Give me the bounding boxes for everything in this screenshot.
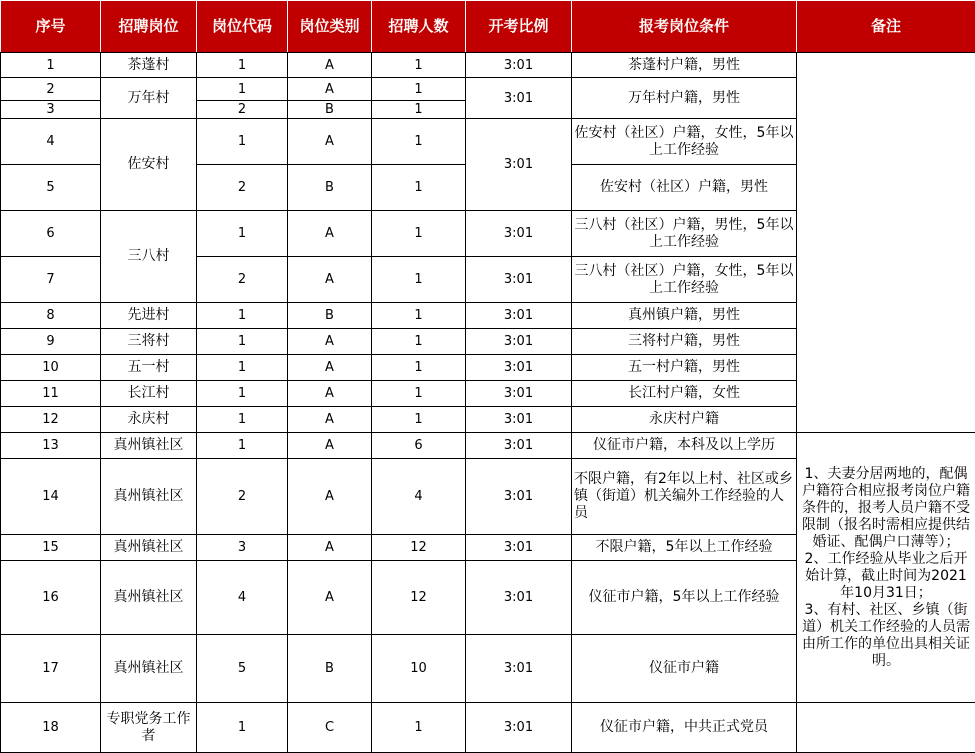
exam-ratio: 3:01 (466, 381, 572, 407)
hire-count: 1 (372, 257, 466, 303)
note-blank (797, 53, 975, 433)
exam-ratio: 3:01 (466, 535, 572, 561)
table-row (1, 433, 975, 459)
post-name: 长江村 (101, 381, 197, 407)
post-code: 1 (197, 355, 288, 381)
header-cell: 招聘岗位 (101, 1, 197, 53)
table-row (1, 53, 975, 78)
post-category: A (288, 53, 372, 78)
header-cell: 报考岗位条件 (572, 1, 797, 53)
row-number: 12 (1, 407, 101, 433)
post-category: A (288, 561, 372, 635)
row-number: 16 (1, 561, 101, 635)
exam-ratio: 3:01 (466, 407, 572, 433)
exam-ratio: 3:01 (466, 459, 572, 535)
row-number: 5 (1, 165, 101, 211)
row-number: 2 (1, 78, 101, 101)
row-number: 13 (1, 433, 101, 459)
post-condition: 不限户籍，5年以上工作经验 (572, 535, 797, 561)
post-condition: 仪征市户籍 (572, 635, 797, 703)
hire-count: 1 (372, 119, 466, 165)
post-name: 先进村 (101, 303, 197, 329)
post-code: 1 (197, 211, 288, 257)
table-row (1, 703, 975, 753)
post-condition: 长江村户籍，女性 (572, 381, 797, 407)
post-category: A (288, 433, 372, 459)
post-category: A (288, 329, 372, 355)
hire-count: 1 (372, 165, 466, 211)
post-code: 1 (197, 329, 288, 355)
row-number: 14 (1, 459, 101, 535)
post-name: 真州镇社区 (101, 635, 197, 703)
post-category: B (288, 101, 372, 119)
post-category: B (288, 635, 372, 703)
row-number: 10 (1, 355, 101, 381)
row-number: 7 (1, 257, 101, 303)
post-category: A (288, 78, 372, 101)
exam-ratio: 3:01 (466, 355, 572, 381)
hire-count: 1 (372, 78, 466, 101)
post-condition: 仪征市户籍，5年以上工作经验 (572, 561, 797, 635)
post-condition: 三八村（社区）户籍，男性，5年以上工作经验 (572, 211, 797, 257)
post-condition: 真州镇户籍，男性 (572, 303, 797, 329)
post-name: 专职党务工作者 (101, 703, 197, 753)
post-code: 1 (197, 53, 288, 78)
post-condition: 仪征市户籍，中共正式党员 (572, 703, 797, 753)
post-condition: 仪征市户籍，本科及以上学历 (572, 433, 797, 459)
post-condition: 不限户籍，有2年以上村、社区或乡镇（街道）机关编外工作经验的人员 (572, 459, 797, 535)
post-condition: 茶蓬村户籍，男性 (572, 53, 797, 78)
post-code: 1 (197, 703, 288, 753)
row-number: 11 (1, 381, 101, 407)
post-condition: 五一村户籍，男性 (572, 355, 797, 381)
post-name: 三将村 (101, 329, 197, 355)
post-category: A (288, 211, 372, 257)
post-code: 2 (197, 257, 288, 303)
hire-count: 4 (372, 459, 466, 535)
remarks-note: 1、夫妻分居两地的，配偶户籍符合相应报考岗位户籍条件的，报考人员户籍不受限制（报名时需相应提供结婚证、配偶户口薄等）； 2、工作经验从毕业之后开始计算，截止时间为2021年10月31日； 3、有村、社区、乡镇（街道）机关工作经验的人员需由所工作的单位出具相关证明。 (797, 433, 975, 703)
post-name: 五一村 (101, 355, 197, 381)
post-name: 真州镇社区 (101, 433, 197, 459)
post-category: A (288, 257, 372, 303)
row-number: 8 (1, 303, 101, 329)
post-category: A (288, 407, 372, 433)
post-code: 1 (197, 119, 288, 165)
exam-ratio: 3:01 (466, 53, 572, 78)
hire-count: 6 (372, 433, 466, 459)
hire-count: 1 (372, 355, 466, 381)
exam-ratio: 3:01 (466, 561, 572, 635)
header-cell: 备注 (797, 1, 975, 53)
hire-count: 1 (372, 381, 466, 407)
post-name: 永庆村 (101, 407, 197, 433)
hire-count: 12 (372, 561, 466, 635)
post-condition: 佐安村（社区）户籍，女性，5年以上工作经验 (572, 119, 797, 165)
post-category: A (288, 355, 372, 381)
post-code: 2 (197, 165, 288, 211)
post-code: 1 (197, 78, 288, 101)
post-condition: 万年村户籍，男性 (572, 78, 797, 119)
post-code: 1 (197, 381, 288, 407)
row-number: 9 (1, 329, 101, 355)
exam-ratio: 3:01 (466, 703, 572, 753)
header-cell: 岗位类别 (288, 1, 372, 53)
post-code: 1 (197, 433, 288, 459)
post-code: 5 (197, 635, 288, 703)
row-number: 4 (1, 119, 101, 165)
exam-ratio: 3:01 (466, 78, 572, 119)
post-category: A (288, 459, 372, 535)
post-code: 1 (197, 407, 288, 433)
row-number: 3 (1, 101, 101, 119)
hire-count: 1 (372, 211, 466, 257)
row-number: 15 (1, 535, 101, 561)
post-category: A (288, 381, 372, 407)
row-number: 1 (1, 53, 101, 78)
hire-count: 1 (372, 303, 466, 329)
row-number: 18 (1, 703, 101, 753)
hire-count: 12 (372, 535, 466, 561)
header-cell: 招聘人数 (372, 1, 466, 53)
header-cell: 开考比例 (466, 1, 572, 53)
row-number: 6 (1, 211, 101, 257)
post-code: 4 (197, 561, 288, 635)
post-condition: 佐安村（社区）户籍，男性 (572, 165, 797, 211)
post-category: C (288, 703, 372, 753)
exam-ratio: 3:01 (466, 433, 572, 459)
row-number: 17 (1, 635, 101, 703)
exam-ratio: 3:01 (466, 635, 572, 703)
hire-count: 1 (372, 101, 466, 119)
post-name: 真州镇社区 (101, 535, 197, 561)
post-code: 2 (197, 459, 288, 535)
header-cell: 岗位代码 (197, 1, 288, 53)
post-name: 真州镇社区 (101, 561, 197, 635)
post-category: A (288, 535, 372, 561)
hire-count: 1 (372, 53, 466, 78)
hire-count: 1 (372, 329, 466, 355)
exam-ratio: 3:01 (466, 303, 572, 329)
header-cell: 序号 (1, 1, 101, 53)
post-category: B (288, 165, 372, 211)
post-condition: 三将村户籍，男性 (572, 329, 797, 355)
hire-count: 1 (372, 407, 466, 433)
hire-count: 10 (372, 635, 466, 703)
exam-ratio: 3:01 (466, 329, 572, 355)
post-condition: 永庆村户籍 (572, 407, 797, 433)
post-code: 1 (197, 303, 288, 329)
header-row (1, 1, 975, 53)
note-blank (797, 703, 975, 753)
post-code: 3 (197, 535, 288, 561)
hire-count: 1 (372, 703, 466, 753)
post-code: 2 (197, 101, 288, 119)
post-name: 真州镇社区 (101, 459, 197, 535)
post-name: 佐安村 (101, 119, 197, 211)
post-category: B (288, 303, 372, 329)
post-category: A (288, 119, 372, 165)
post-name: 万年村 (101, 78, 197, 119)
post-name: 三八村 (101, 211, 197, 303)
post-condition: 三八村（社区）户籍，女性，5年以上工作经验 (572, 257, 797, 303)
exam-ratio: 3:01 (466, 211, 572, 257)
exam-ratio: 3:01 (466, 257, 572, 303)
exam-ratio: 3:01 (466, 119, 572, 211)
post-name: 茶蓬村 (101, 53, 197, 78)
